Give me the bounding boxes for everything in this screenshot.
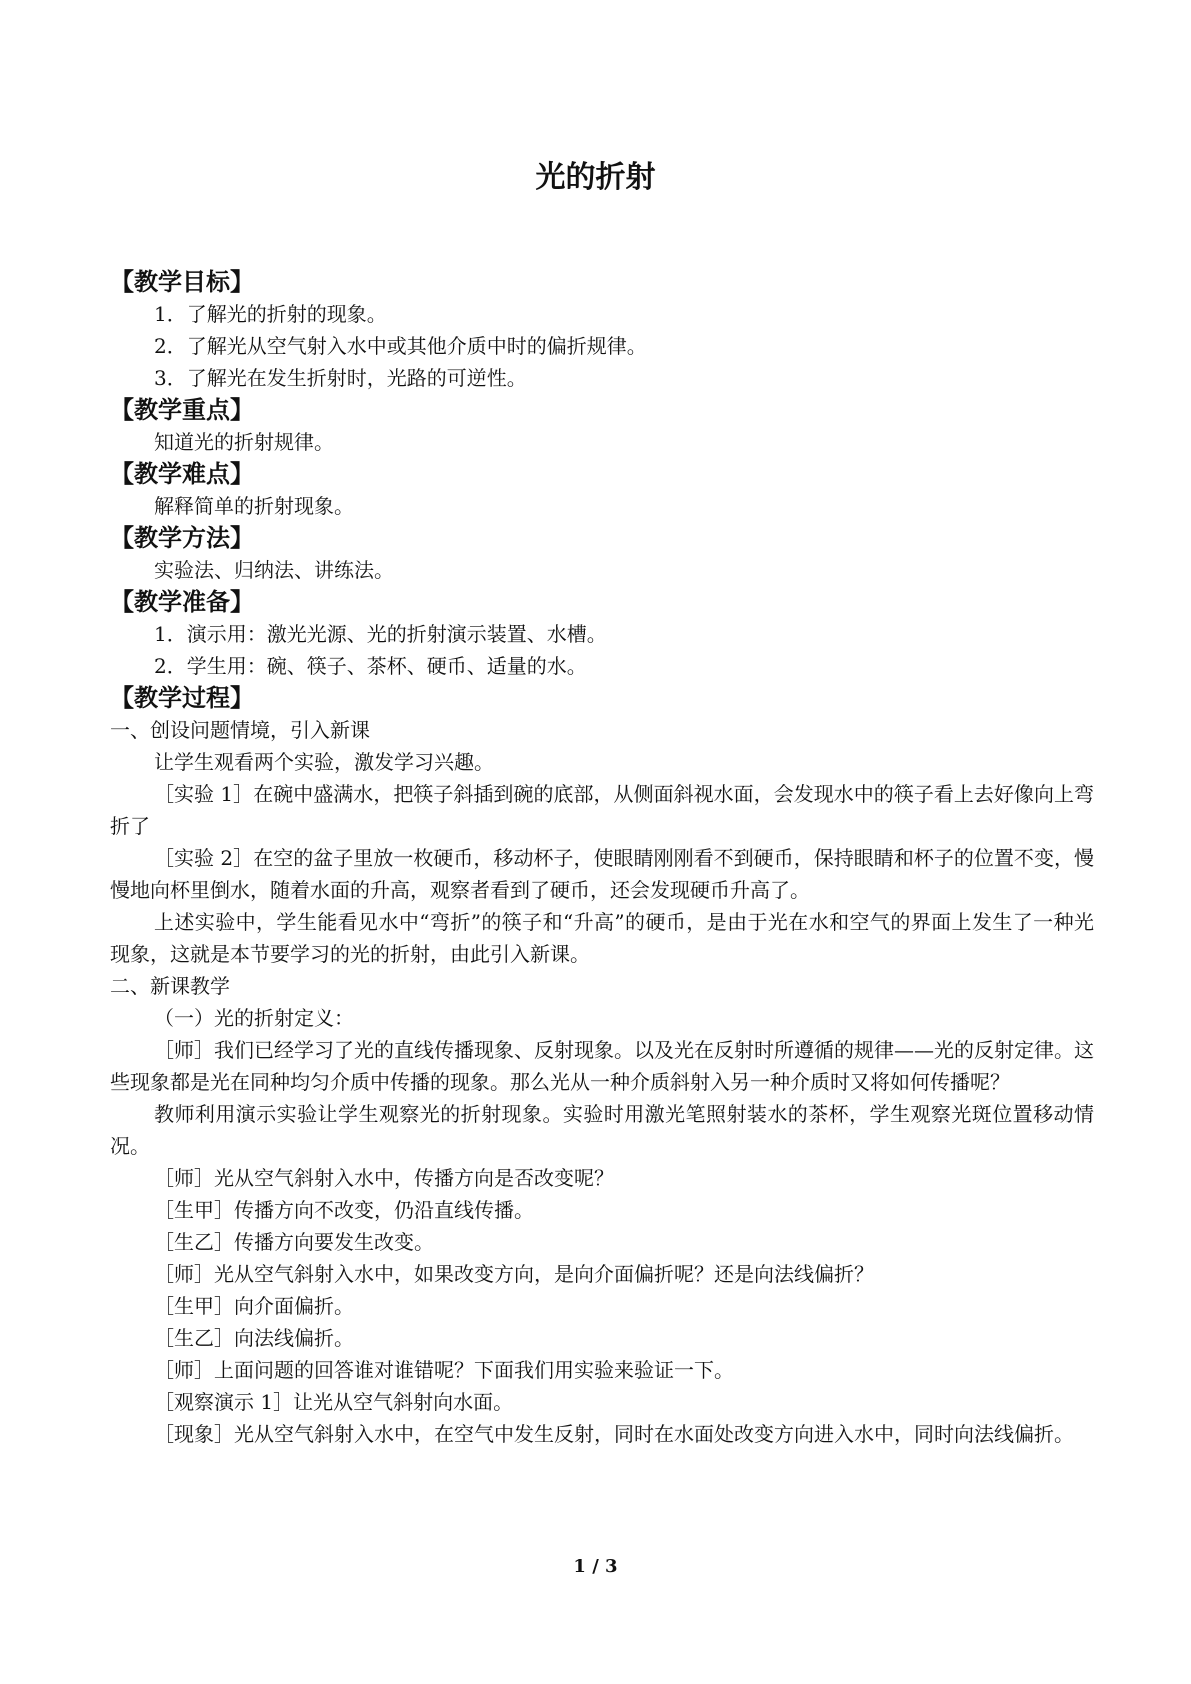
process-paragraph: ［生甲］向介面偏折。 bbox=[154, 1294, 354, 1318]
process-subheading: 二、新课教学 bbox=[110, 974, 230, 998]
preparation-item: 2．学生用：碗、筷子、茶杯、硬币、适量的水。 bbox=[154, 654, 587, 678]
document-body bbox=[110, 266, 1094, 1450]
process-paragraph: ［观察演示 1］让光从空气斜射向水面。 bbox=[154, 1390, 514, 1414]
process-paragraph: ［师］光从空气斜射入水中，如果改变方向，是向介面偏折呢？还是向法线偏折？ bbox=[154, 1262, 874, 1286]
process-subheading: 一、创设问题情境，引入新课 bbox=[110, 718, 370, 742]
objective-item: 3．了解光在发生折射时，光路的可逆性。 bbox=[154, 366, 527, 390]
section-heading-difficulties: 【教学难点】 bbox=[110, 460, 254, 488]
process-paragraph: 让学生观看两个实验，激发学习兴趣。 bbox=[154, 750, 494, 774]
objective-item: 2．了解光从空气射入水中或其他介质中时的偏折规律。 bbox=[154, 334, 647, 358]
section-heading-process: 【教学过程】 bbox=[110, 684, 254, 712]
process-paragraph: ［现象］光从空气斜射入水中，在空气中发生反射，同时在水面处改变方向进入水中，同时向法线偏折。 bbox=[154, 1422, 1074, 1446]
section-heading-objectives: 【教学目标】 bbox=[110, 268, 254, 296]
objective-item: 1．了解光的折射的现象。 bbox=[154, 302, 387, 326]
difficulty-text: 解释简单的折射现象。 bbox=[154, 494, 354, 518]
process-paragraph: ［师］光从空气斜射入水中，传播方向是否改变呢？ bbox=[154, 1166, 614, 1190]
process-paragraph: ［师］我们已经学习了光的直线传播现象、反射现象。以及光在反射时所遵循的规律——光的反射定律。这些现象都是光在同种均匀介质中传播的现象。那么光从一种介质斜射入另一种介质时又将如何传播呢？ bbox=[110, 1038, 1094, 1094]
preparation-item: 1．演示用：激光光源、光的折射演示装置、水槽。 bbox=[154, 622, 607, 646]
process-paragraph: 教师利用演示实验让学生观察光的折射现象。实验时用激光笔照射装水的茶杯，学生观察光斑位置移动情况。 bbox=[110, 1102, 1094, 1158]
section-heading-preparation: 【教学准备】 bbox=[110, 588, 254, 616]
process-paragraph: ［生乙］向法线偏折。 bbox=[154, 1326, 354, 1350]
section-heading-methods: 【教学方法】 bbox=[110, 524, 254, 552]
section-heading-key-points: 【教学重点】 bbox=[110, 396, 254, 424]
methods-text: 实验法、归纳法、讲练法。 bbox=[154, 558, 394, 582]
page-number: 1 / 3 bbox=[573, 1556, 618, 1577]
process-paragraph: ［生甲］传播方向不改变，仍沿直线传播。 bbox=[154, 1198, 534, 1222]
key-point-text: 知道光的折射规律。 bbox=[154, 430, 334, 454]
process-paragraph: ［生乙］传播方向要发生改变。 bbox=[154, 1230, 434, 1254]
process-paragraph: 上述实验中，学生能看见水中“弯折”的筷子和“升高”的硬币，是由于光在水和空气的界面上发生了一种光现象，这就是本节要学习的光的折射，由此引入新课。 bbox=[110, 910, 1094, 966]
process-paragraph: ［师］上面问题的回答谁对谁错呢？下面我们用实验来验证一下。 bbox=[154, 1358, 734, 1382]
process-paragraph: ［实验 1］在碗中盛满水，把筷子斜插到碗的底部，从侧面斜视水面，会发现水中的筷子看上去好像向上弯折了 bbox=[110, 782, 1094, 838]
document-title: 光的折射 bbox=[535, 160, 656, 195]
process-paragraph: ［实验 2］在空的盆子里放一枚硬币，移动杯子，使眼睛刚刚看不到硬币，保持眼睛和杯子的位置不变，慢慢地向杯里倒水，随着水面的升高，观察者看到了硬币，还会发现硬币升高了。 bbox=[110, 846, 1094, 902]
process-paragraph: （一）光的折射定义： bbox=[154, 1006, 354, 1030]
